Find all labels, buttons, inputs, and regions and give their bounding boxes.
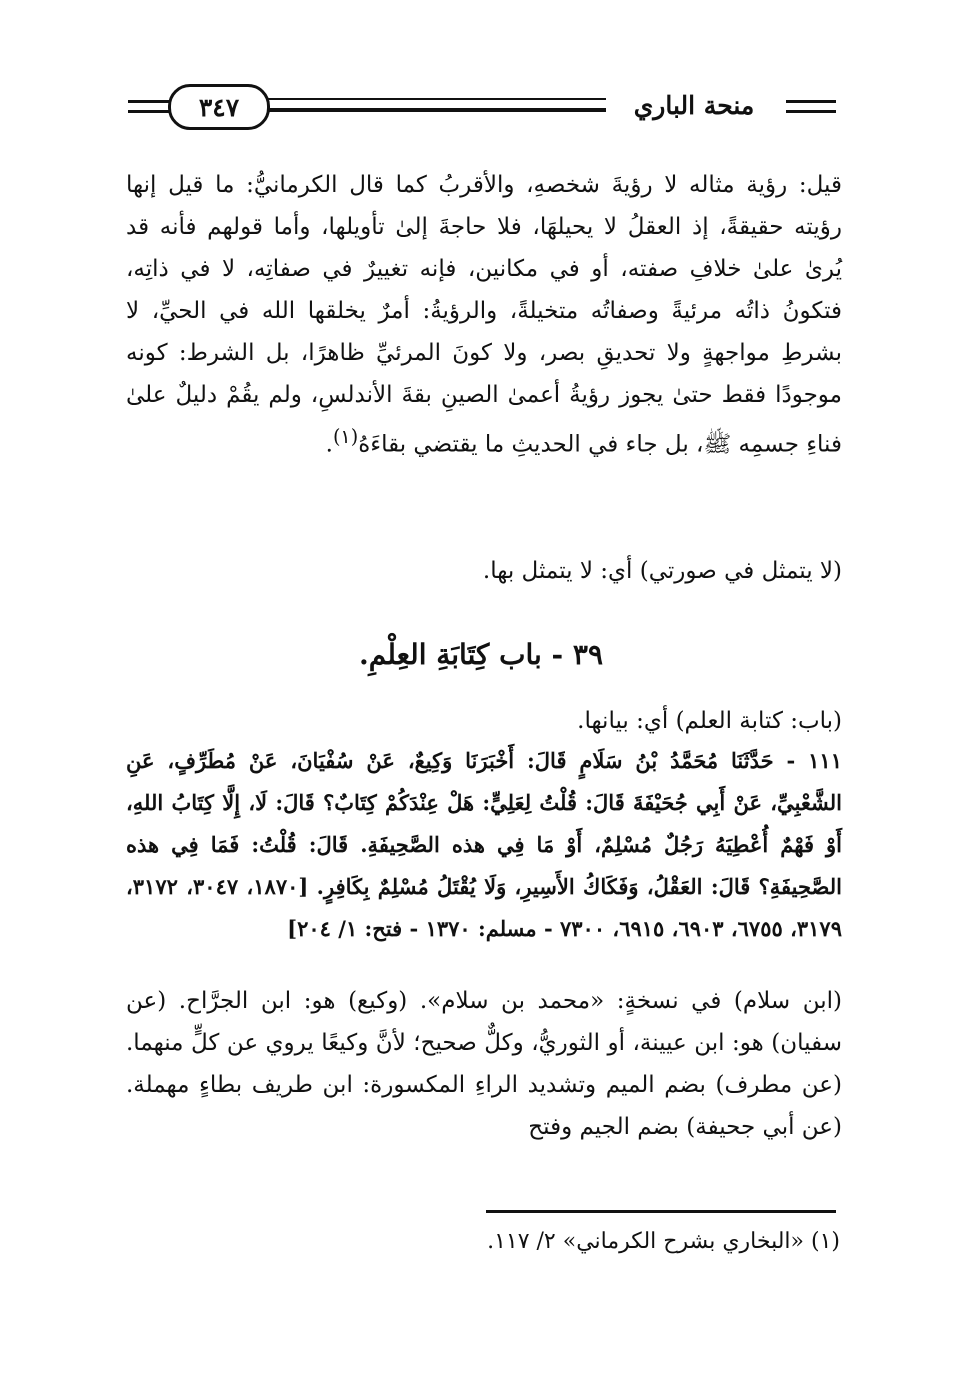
hadith-text: ١١١ - حَدَّثَنَا مُحَمَّدُ بْنُ سَلَامٍ قَالَ: أَخْبَرَنَا وَكِيعٌ، عَنْ سُفْيَانَ، عَنْ مُطَرِّفٍ، عَنِ الشَّعْبِيِّ، عَنْ أَبِي جُحَيْفَةَ قَالَ: قُلْتُ لِعَلِيٍّ: هَلْ عِنْدَكُمْ كِتَابٌ؟ قَالَ: لَا، إِلَّا كِتَابُ اللهِ، أَوْ فَهْمٌ أُعْطِيَهُ رَجُلٌ مُسْلِمٌ، أَوْ مَا فِي هذه الصَّحِيفَةِ. قَالَ: قُلْتُ: فَمَا فِي هذه الصَّحِيفَةِ؟ قَالَ: العَقْلُ، وَفَكَاكُ الأَسِيرِ، وَلَا يُقْتَلُ مُسْلِمٌ بِكَافِرٍ. [١٨٧٠، ٣٠٤٧، ٣١٧٢، ٣١٧٩، ٦٧٥٥، ٦٩٠٣، ٦٩١٥، ٧٣٠٠ - مسلم: ١٣٧٠ - فتح: ١/ ٢٠٤]	[126, 748, 842, 941]
header-rule-left	[128, 100, 174, 103]
commentary-paragraph-2: (لا يتمثل في صورتي) أي: لا يتمثل بها.	[482, 558, 842, 584]
footnote: (١) «البخاري بشرح الكرماني» ٢/ ١١٧.	[487, 1229, 840, 1254]
header-rule-right-lower	[786, 110, 836, 113]
running-title: منحة الباري	[606, 86, 782, 126]
header-rule-left-lower	[128, 110, 174, 113]
page-number: ٣٤٧	[168, 84, 270, 130]
footnote-ref: (١)	[332, 425, 359, 448]
footnote-separator	[486, 1210, 836, 1213]
commentary-paragraph-1	[126, 164, 842, 466]
page-header	[128, 84, 836, 134]
header-rule-right	[786, 100, 836, 103]
paragraph-text: قيل: رؤية مثاله لا رؤيةَ شخصهِ، والأقربُ كما قال الكرمانيُّ: ما قيل إنها رؤيته حقيقةً، إذ العقلُ لا يحيلهَا، فلا حاجةَ إلىٰ تأويلها، وأما قولهم فأنه قد يُرىٰ علىٰ خلافِ صفته، أو في مكانين، فإنه تغييرٌ في صفاتِه، لا في ذاتِه، فتكونُ ذاتُه مرئيةً وصفاتُه متخيلةً، والرؤيةُ: أمرٌ يخلقها الله في الحيِّ، لا بشرطِ مواجهةٍ ولا تحديقِ بصر، ولا كونَ المرئيِّ ظاهرًا، بل الشرط: كونه موجودًا فقط حتىٰ يجوز رؤيةُ أعمىٰ الصينِ بقةَ الأندلسِ، ولم يقُمْ دليلٌ علىٰ فناءِ جسمِه ﷺ، بل جاء في الحديثِ ما يقتضي بقاءَهُ	[126, 172, 842, 458]
commentary-paragraph-4: (ابن سلام) في نسخةٍ: «محمد بن سلام». (وكيع) هو: ابن الجرَّاح. (عن سفيان) هو: ابن عيينة، أو الثوريُّ، وكلٌّ صحيح؛ لأنَّ وكيعًا يروي عن كلٍّ منهما. (عن مطرف) بضم الميم وتشديد الراءِ المكسورة: ابن طريف بطاءٍ مهملة. (عن أبي جحيفة) بضم الجيم وفتح	[126, 988, 842, 1140]
paragraph-end: .	[325, 431, 333, 458]
commentary-paragraph-3: (باب: كتابة العلم) أي: بيانها.	[577, 708, 842, 734]
chapter-heading: ٣٩ - باب كِتَابَةِ العِلْمِ.	[359, 638, 603, 671]
